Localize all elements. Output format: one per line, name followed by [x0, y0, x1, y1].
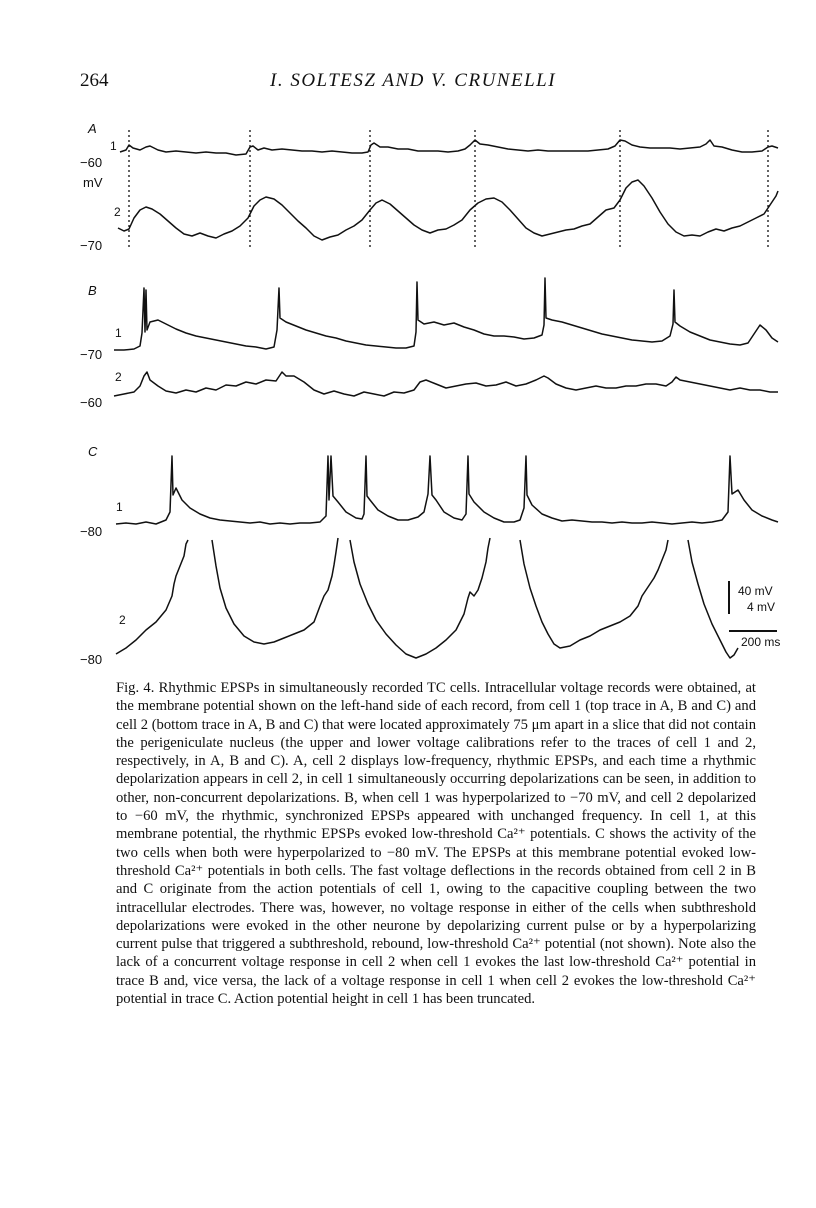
panel-c-cell1-trace: [116, 456, 778, 524]
scale-bar-voltage-label-2: 4 mV: [747, 600, 776, 614]
panel-c-trace1-label: 1: [116, 500, 123, 514]
panel-b-trace1-label: 1: [115, 326, 122, 340]
panel-letter-c: C: [88, 444, 98, 459]
panel-letter-a: A: [88, 121, 97, 136]
panel-a-cell2-trace: [118, 180, 778, 240]
panel-c-lower-potential: −80: [80, 652, 103, 667]
panel-a-cell1-trace: [120, 140, 778, 155]
panel-a-upper-potential: −60: [80, 155, 103, 170]
caption-text: Fig. 4. Rhythmic EPSPs in simultaneously recorded TC cells. Intracellular voltage records were obtained, at the membrane potential shown on the left-hand side of each record, from cell 1 (top trace in A, B and C) and cell 2 (bottom trace in A, B and C) that were located approximately 75 μm apart in a slice that did not contain the perigeniculate nucleus (the upper and lower voltage calibrations refer to the traces of cell 1 and 2, respectively, in A, B and C). A, cell 2 displays low-frequency, rhythmic EPSPs, and each time a rhythmic depolarization appears in cell 2, in cell 1 simultaneously occurring depolarizations can be seen, in addition to other, non-concurrent depolarizations. B, when cell 1 was hyperpolarized to −70 mV, and cell 2 depolarized to −60 mV, the rhythmic, synchronized EPSPs appeared with unchanged frequency. In cell 1, at this membrane potential, the rhythmic EPSPs evoked low-threshold Ca²⁺ potentials. C shows the activity of the two cells when both were hyperpolarized to −80 mV. The EPSPs at this membrane potential evoked low-threshold Ca²⁺ potentials in both cells. The fast voltage deflections in the records obtained from cell 2 in B and C originate from the action potentials of cell 1, owing to the capacitive coupling between the two intracellular electrodes. There was, however, no voltage response in either of the cells when subthreshold depolarizations were evoked in the other neurone by depolarizing current pulse or by a hyperpolarizing current pulse that triggered a subthreshold, rebound, low-threshold Ca²⁺ potential (not shown). Note also the lack of a concurrent voltage response in cell 2 when cell 1 evokes the last low-threshold Ca²⁺ potential in trace B and, vice versa, the lack of a voltage response in cell 1 when cell 2 evokes the low-threshold Ca²⁺ potential in trace C. Action potential height in cell 1 has been truncated.: [116, 680, 756, 1008]
panel-letter-b: B: [88, 283, 97, 298]
panel-b-upper-potential: −70: [80, 347, 103, 362]
scale-bar: [729, 581, 780, 649]
panel-a-trace1-label: 1: [110, 139, 117, 153]
scale-bar-voltage-label-1: 40 mV: [738, 584, 773, 598]
panel-a-trace2-label: 2: [114, 205, 121, 219]
figure-caption: [116, 679, 756, 1008]
panel-a-lower-potential: −70: [80, 238, 103, 253]
running-head: I. SOLTESZ AND V. CRUNELLI: [270, 70, 557, 91]
page-number: 264: [80, 70, 109, 91]
scale-bar-time-label: 200 ms: [741, 635, 781, 649]
panel-b-lower-potential: −60: [80, 395, 103, 410]
panel-a-unit: mV: [83, 175, 103, 190]
panel-b-trace2-label: 2: [115, 370, 122, 384]
panel-b-cell2-trace: [114, 372, 778, 396]
panel-c-upper-potential: −80: [80, 524, 103, 539]
panel-c-trace2-label: 2: [119, 613, 126, 627]
panel-b-cell1-trace: [114, 278, 778, 350]
panel-c-cell2-trace: [116, 538, 738, 658]
